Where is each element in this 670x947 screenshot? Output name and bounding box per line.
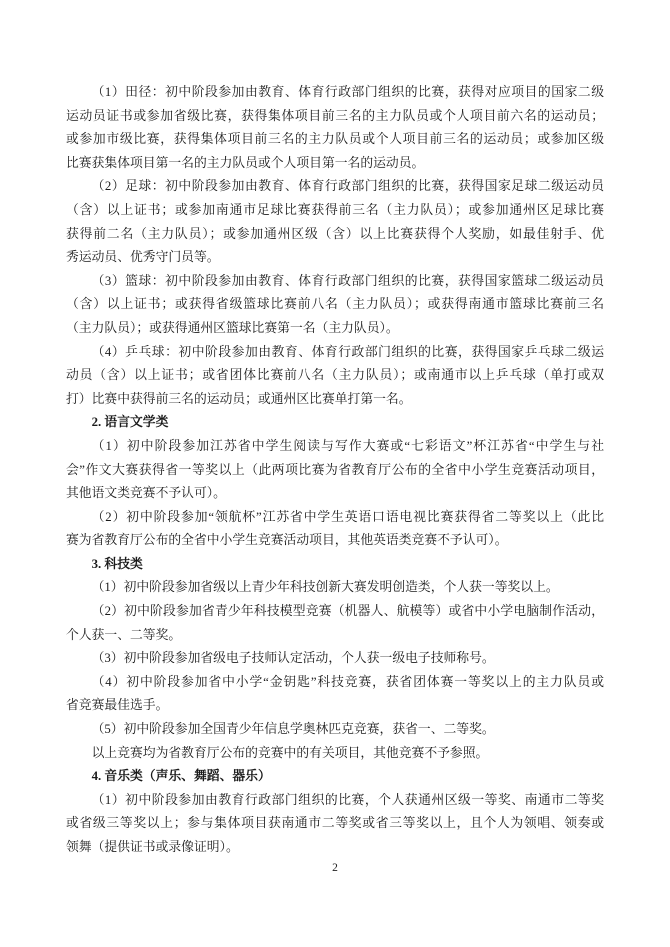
text-line: （2）足球：初中阶段参加由教育、体育行政部门组织的比赛，获得国家足球二级运动员 <box>91 179 604 194</box>
text-line: （主力队员）；或获得通州区篮球比赛第一名（主力队员）。 <box>66 320 399 335</box>
text-line: 领舞（提供证书或录像证明）。 <box>66 840 239 854</box>
text-line: 比赛获集体项目第一名的主力队员或个人项目第一名的运动员。 <box>66 155 425 170</box>
text-line: （4）初中阶段参加省中小学“金钥匙”科技竞赛，获省团体赛一等奖以上的主力队员或 <box>91 674 604 689</box>
text-line: 赛为省教育厅公布的全省中小学生竞赛活动项目，其他英语类竞赛不予认可）。 <box>66 533 508 548</box>
text-line: （含）以上证书；或获得省级篮球比赛前八名（主力队员）；或获得南通市篮球比赛前三名 <box>66 297 604 312</box>
text-line: 运动员证书或参加省级比赛，获得集体项目前三名的主力队员或个人项目前六名的运动员； <box>66 108 604 123</box>
text-line: （3）初中阶段参加省级电子技师认定活动，个人获一级电子技师称号。 <box>91 651 495 666</box>
text-line: 打）比赛中获得前三名的运动员；或通州区比赛单打第一名。 <box>66 391 412 406</box>
section-heading: 3. 科技类 <box>91 556 143 571</box>
text-line: （3）篮球：初中阶段参加由教育、体育行政部门组织的比赛，获得国家篮球二级运动员 <box>91 273 604 288</box>
text-line: 秀运动员、优秀守门员等。 <box>66 250 220 265</box>
text-line: （含）以上证书；或参加南通市足球比赛获得前三名（主力队员）；或参加通州区足球比赛 <box>66 202 604 217</box>
text-line: 或省级三等奖以上；参与集体项目获南通市二等奖或省三等奖以上，且个人为领唱、领奏或 <box>66 816 604 831</box>
text-line: （1）田径：初中阶段参加由教育、体育行政部门组织的比赛，获得对应项目的国家二级 <box>91 85 604 99</box>
section-heading: 2. 语言文学类 <box>91 415 169 430</box>
page-number: 2 <box>332 862 338 874</box>
text-line: （4）乒乓球：初中阶段参加由教育、体育行政部门组织的比赛，获得国家乒乓球二级运 <box>91 344 604 359</box>
text-line: 其他语文类竞赛不予认可）。 <box>66 486 226 501</box>
text-line: 会”作文大赛获得省一等奖以上（此两项比赛为省教育厅公布的全省中小学生竞赛活动项目， <box>66 462 604 477</box>
text-line: 获得前二名（主力队员）；或参加通州区级（含）以上比赛获得个人奖励，如最佳射手、优 <box>66 226 604 241</box>
text-line: 个人获一、二等奖。 <box>66 627 182 642</box>
text-line: （5）初中阶段参加全国青少年信息学奥林匹克竞赛，获省一、二等奖。 <box>91 722 495 737</box>
document-body <box>66 81 604 860</box>
text-line: （1）初中阶段参加省级以上青少年科技创新大赛发明创造类，个人获一等奖以上。 <box>91 580 559 595</box>
text-line: 动员（含）以上证书；或省团体比赛前八名（主力队员）；或南通市以上乒乓球（单打或双 <box>66 368 604 383</box>
text-line: （1）初中阶段参加由教育行政部门组织的比赛，个人获通州区级一等奖、南通市二等奖 <box>91 792 604 807</box>
text-line: 省竞赛最佳选手。 <box>66 698 169 713</box>
section-heading: 4. 音乐类（声乐、舞蹈、器乐） <box>91 769 271 784</box>
text-line: 以上竞赛均为省教育厅公布的竞赛中的有关项目，其他竞赛不予参照。 <box>91 745 489 760</box>
text-line: （2）初中阶段参加省青少年科技模型竞赛（机器人、航模等）或省中小学电脑制作活动， <box>91 604 604 619</box>
text-line: （2）初中阶段参加“领航杯”江苏省中学生英语口语电视比赛获得省二等奖以上（此比 <box>91 509 604 524</box>
text-line: （1）初中阶段参加江苏省中学生阅读与写作大赛或“七彩语文”杯江苏省“中学生与社 <box>91 438 604 453</box>
text-line: 或参加市级比赛，获得集体项目前三名的主力队员或个人项目前三名的运动员；或参加区级 <box>66 132 604 147</box>
